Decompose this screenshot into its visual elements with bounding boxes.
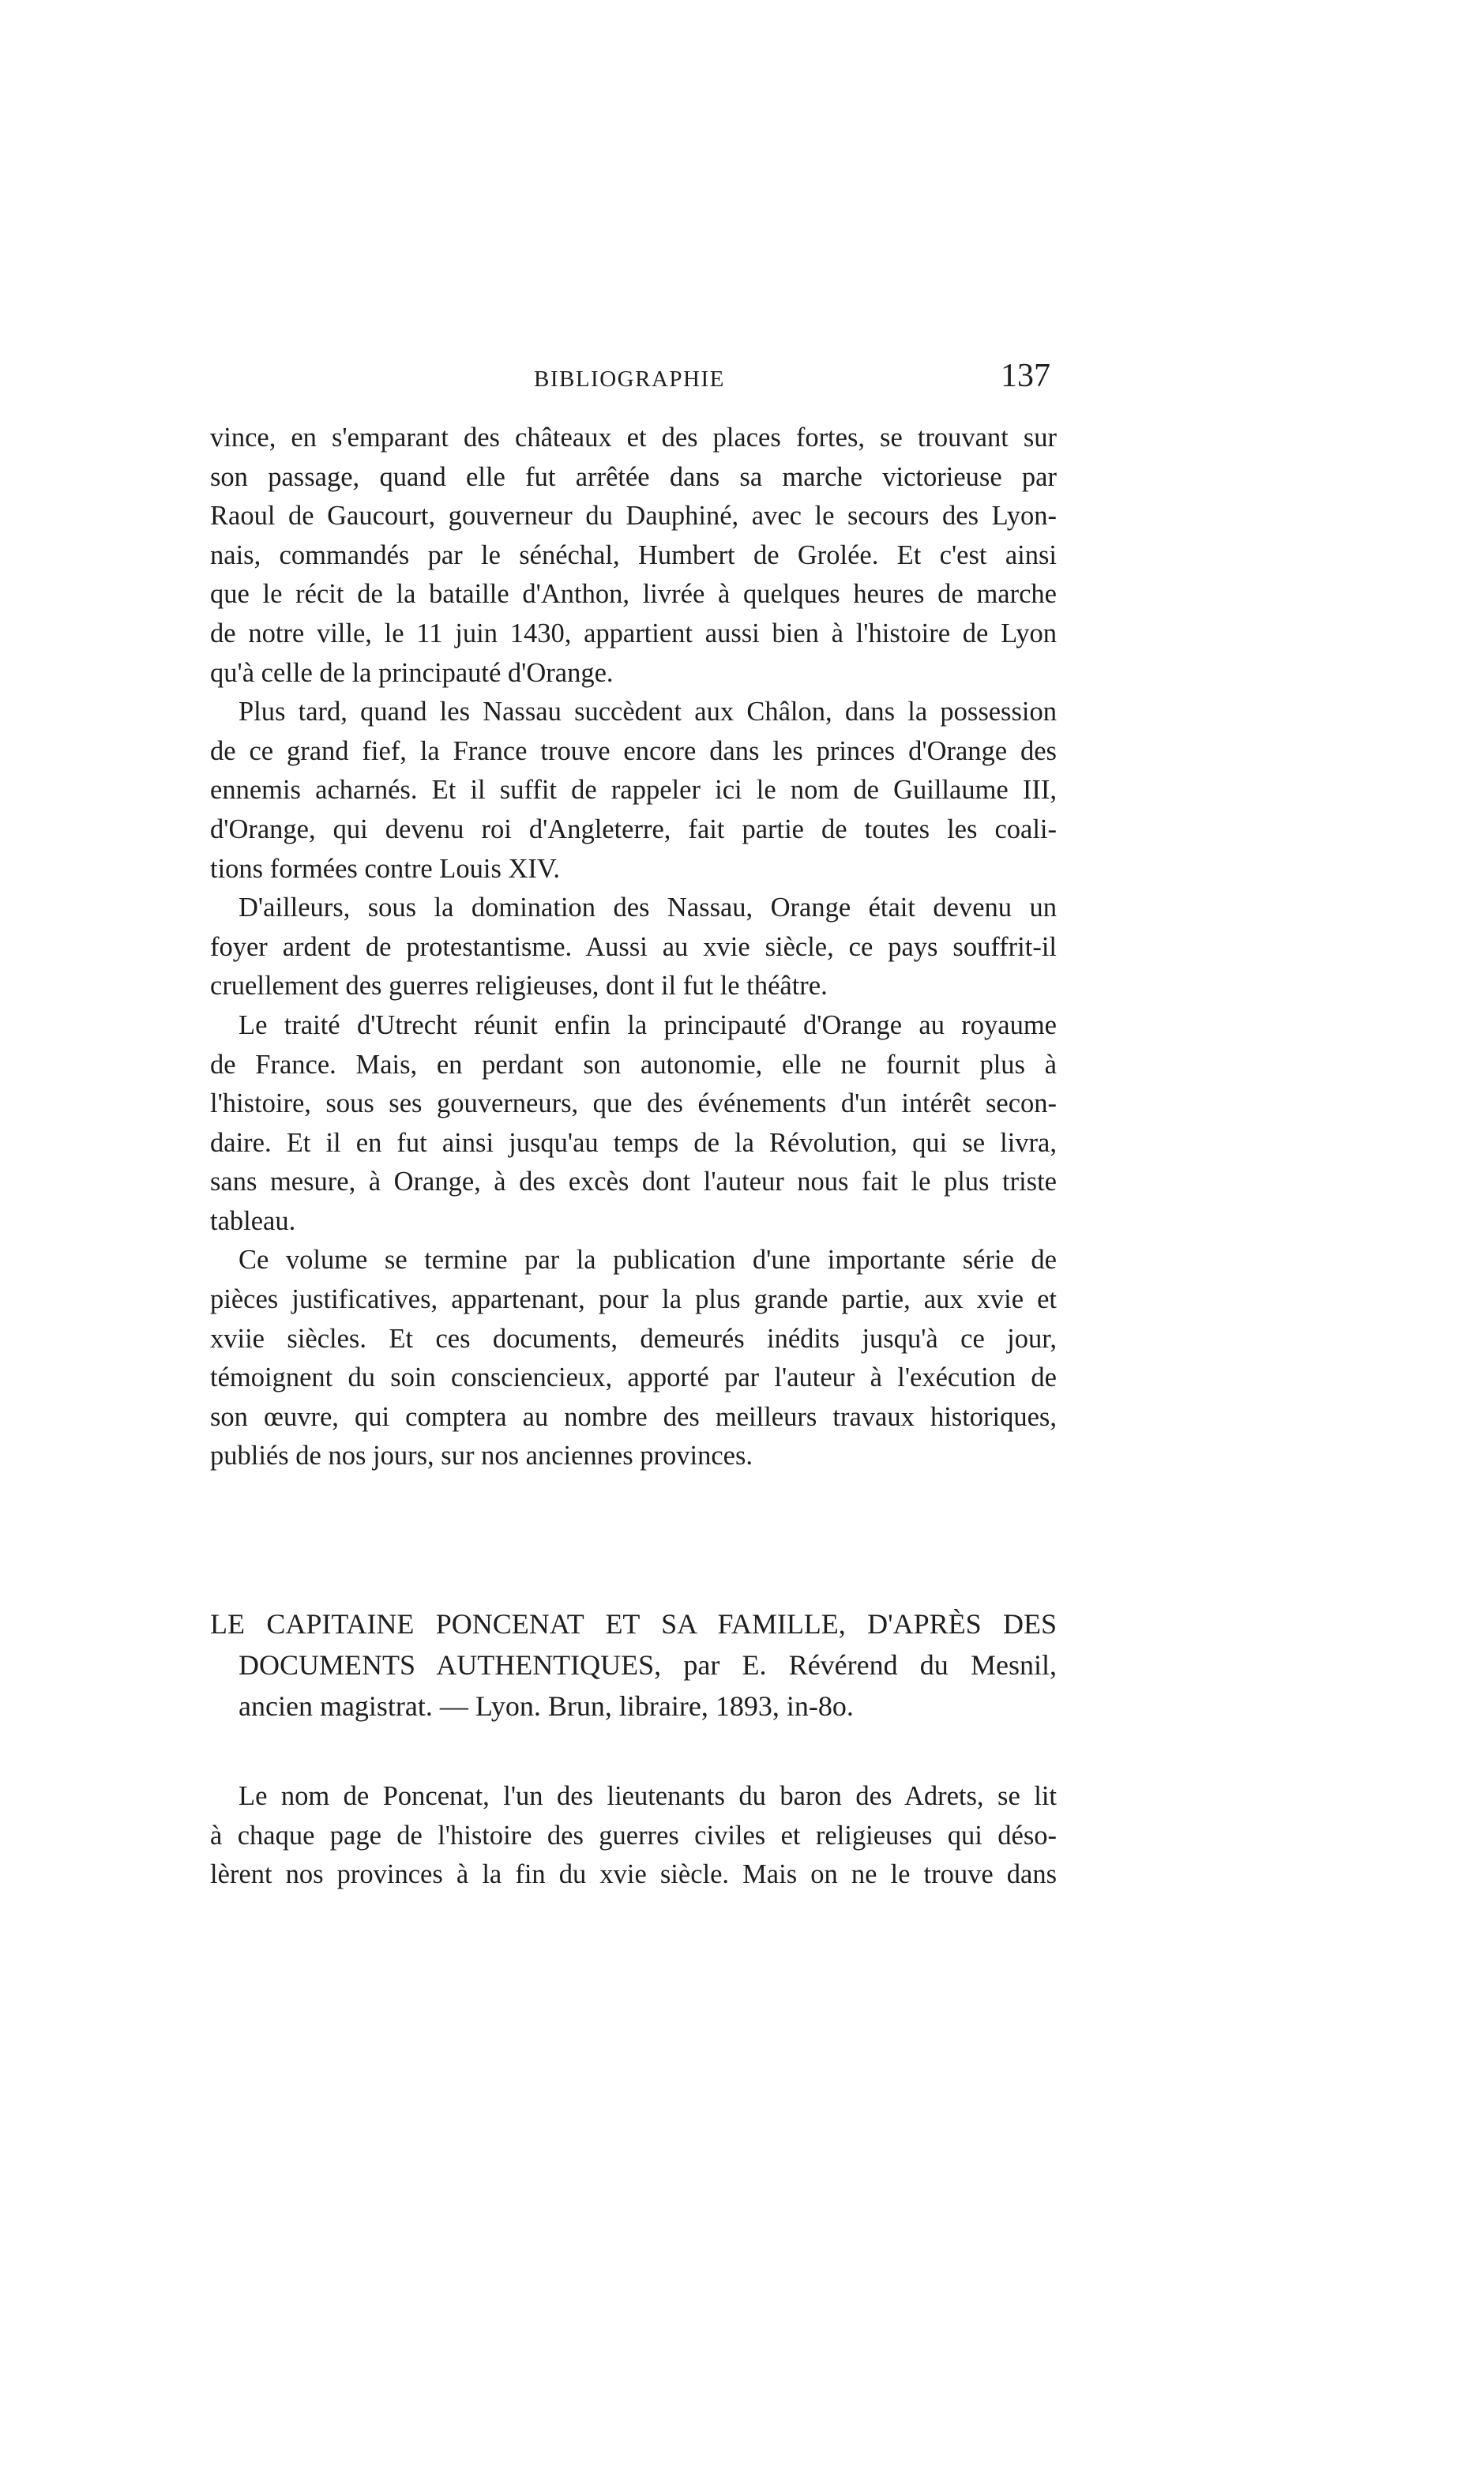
- page-header: [210, 358, 1057, 401]
- page-number: 137: [1001, 358, 1050, 394]
- text-line: son œuvre, qui comptera au nombre des meilleurs travaux historiques,: [210, 1401, 1057, 1432]
- text-line: daire. Et il en fut ainsi jusqu'au temps de la Révolution, qui se livra,: [210, 1127, 1057, 1158]
- text-line: vince, en s'emparant des châteaux et des places fortes, se trouvant sur: [210, 423, 1057, 453]
- text-line: D'ailleurs, sous la domination des Nassau, Orange était devenu un: [239, 893, 1057, 923]
- text-line: l'histoire, sous ses gouverneurs, que des événements d'un intérêt secon-: [210, 1088, 1057, 1119]
- text-line: qu'à celle de la principauté d'Orange.: [210, 657, 614, 688]
- text-line: d'Orange, qui devenu roi d'Angleterre, fait partie de toutes les coali-: [210, 814, 1057, 844]
- text-line: lèrent nos provinces à la fin du xvie siècle. Mais on ne le trouve dans: [210, 1859, 1057, 1890]
- text-line: pièces justificatives, appartenant, pour la plus grande partie, aux xvie et: [210, 1284, 1057, 1315]
- entry-title-line: DOCUMENTS AUTHENTIQUES, par E. Révérend du Mesnil,: [239, 1649, 1057, 1681]
- text-line: tableau.: [210, 1205, 296, 1236]
- review-text: [210, 1777, 1057, 1895]
- text-line: que le récit de la bataille d'Anthon, livrée à quelques heures de marche: [210, 579, 1057, 610]
- text-line: foyer ardent de protestantisme. Aussi au xvie siècle, ce pays souffrit-il: [210, 931, 1057, 962]
- text-line: Le traité d'Utrecht réunit enfin la principauté d'Orange au royaume: [239, 1009, 1057, 1040]
- text-line: à chaque page de l'histoire des guerres civiles et religieuses qui déso-: [210, 1820, 1057, 1851]
- text-line: Ce volume se termine par la publication d'une importante série de: [239, 1245, 1057, 1276]
- text-line: de notre ville, le 11 juin 1430, appartient aussi bien à l'histoire de Lyon: [210, 618, 1057, 648]
- entry-title-line: LE CAPITAINE PONCENAT ET SA FAMILLE, D'APRÈS DES: [210, 1608, 1057, 1640]
- entry-title-line: ancien magistrat. — Lyon. Brun, libraire, 1893, in-8o.: [239, 1690, 854, 1722]
- text-line: Le nom de Poncenat, l'un des lieutenants du baron des Adrets, se lit: [239, 1781, 1057, 1811]
- text-line: témoignent du soin consciencieux, apporté par l'auteur à l'exécution de: [210, 1362, 1057, 1393]
- text-line: Raoul de Gaucourt, gouverneur du Dauphiné, avec le secours des Lyon-: [210, 501, 1057, 532]
- text-line: nais, commandés par le sénéchal, Humbert de Grolée. Et c'est ainsi: [210, 539, 1057, 570]
- text-line: de France. Mais, en perdant son autonomie, elle ne fournit plus à: [210, 1049, 1057, 1080]
- text-line: son passage, quand elle fut arrêtée dans sa marche victorieuse par: [210, 461, 1057, 492]
- body-text: [210, 419, 1057, 1476]
- text-line: de ce grand fief, la France trouve encore dans les princes d'Orange des: [210, 735, 1057, 766]
- text-line: publiés de nos jours, sur nos anciennes provinces.: [210, 1441, 753, 1471]
- text-line: xviie siècles. Et ces documents, demeurés inédits jusqu'à ce jour,: [210, 1323, 1057, 1354]
- text-line: cruellement des guerres religieuses, dont il fut le théâtre.: [210, 971, 828, 1002]
- running-title: BIBLIOGRAPHIE: [534, 366, 725, 392]
- text-line: sans mesure, à Orange, à des excès dont l'auteur nous fait le plus triste: [210, 1167, 1057, 1197]
- text-line: tions formées contre Louis XIV.: [210, 853, 560, 884]
- text-line: Plus tard, quand les Nassau succèdent aux Châlon, dans la possession: [239, 697, 1057, 727]
- bibliographic-entry-title: [210, 1603, 1057, 1727]
- text-line: ennemis acharnés. Et il suffit de rappeler ici le nom de Guillaume III,: [210, 775, 1057, 806]
